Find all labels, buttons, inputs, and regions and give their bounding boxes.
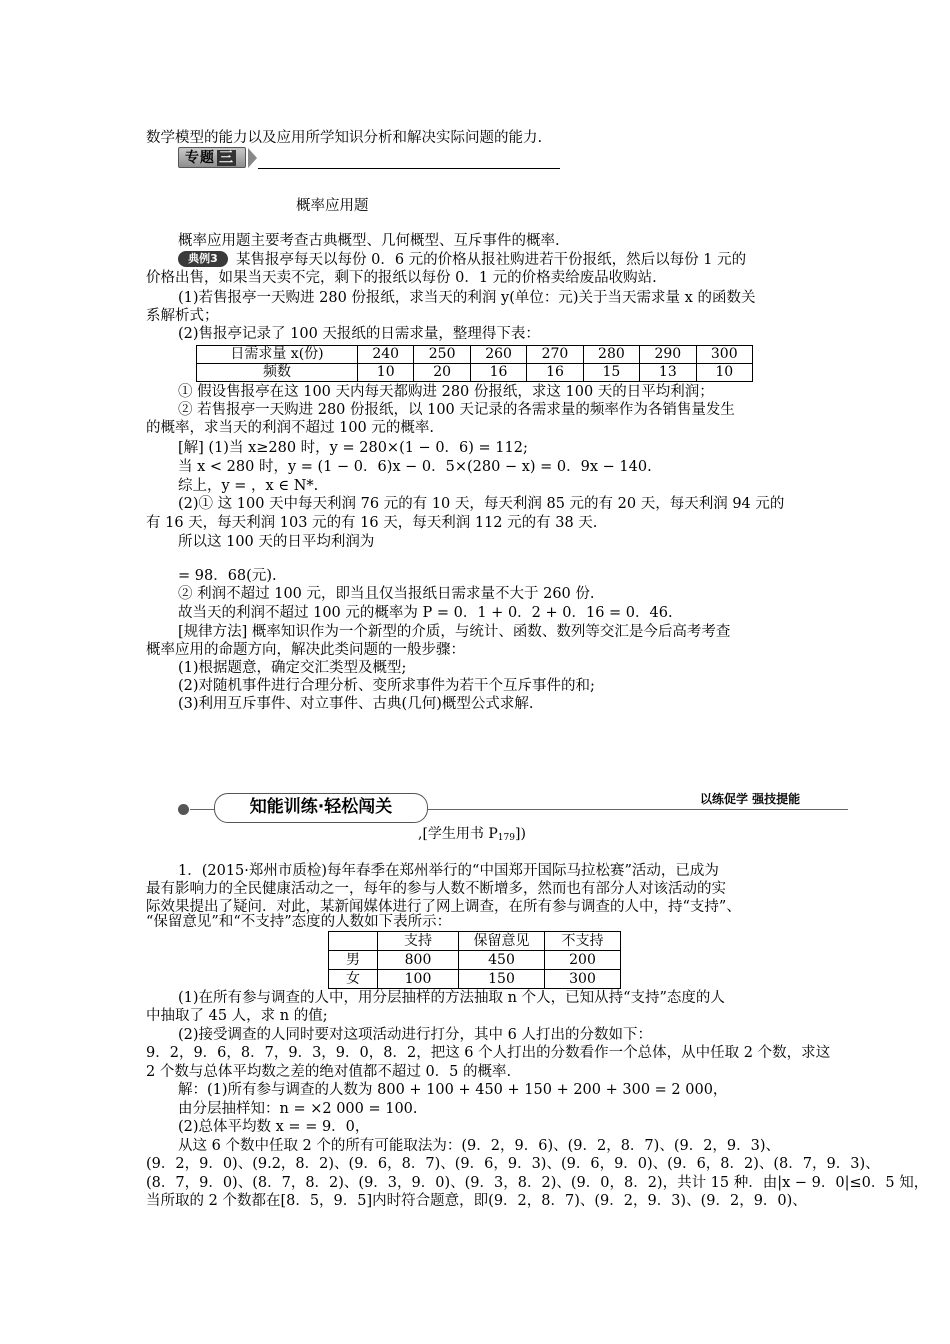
section-badge-num: 三 [219,150,234,166]
table-row [329,970,621,989]
table-row [329,951,621,970]
example-line: 某售报亭每天以每份 0．6 元的价格从报社购进若干份报纸，然后以每份 1 元的 [236,252,747,268]
example-badge: 典例3 [178,251,228,267]
question-line: ① 假设售报亭在这 100 天内每天都购进 280 份报纸，求这 100 天的日平均利润； [178,384,714,400]
method-line: [规律方法] 概率知识作为一个新型的介质，与统计、函数、数列等交汇是今后高考考查 [178,624,731,640]
table-cell: 日需求量 x(份) [197,346,358,364]
table-cell: 10 [696,364,752,382]
section-rule [258,168,560,169]
table-cell: 300 [545,970,621,989]
exercise-line: 际效果提出了疑问．对此，某新闻媒体进行了网上调查，在所有参与调查的人中，持“支持”、 [146,899,741,915]
table-cell: 150 [459,970,545,989]
book-ref-suffix: ]) [514,826,526,842]
exercise-line: (8．7，9．0)、(8．7，8．2)、(9．3，9．0)、(9．3，8．2)、(9．0，8．2)，共计 15 种．由|x − 9．0|≤0．5 知， [146,1175,929,1191]
table-cell: 10 [358,364,414,382]
exercise-line: (9．2，9．0)、(9.2，8．2)、(9．6，8．7)、(9．6，9．3)、(9．6，9．0)、(9．6，8．2)、(8．7，9．3)、 [146,1156,880,1172]
intro-text: 概率应用题主要考查古典概型、几何概型、互斥事件的概率. [178,233,560,249]
exercise-line: “保留意见”和“不支持”态度的人数如下表所示： [146,914,452,930]
banner-rule-right [428,809,848,810]
book-ref-prefix: ,[学生用书 P [418,826,498,842]
table-cell: 290 [640,346,696,364]
banner-title: 知能训练·轻松闯关 [214,793,428,823]
table-cell: 20 [414,364,470,382]
exercise-line: 解：(1)所有参与调查的人数为 800 + 100 + 450 + 150 + 200 + 300 = 2 000， [178,1082,728,1098]
table-row [329,932,621,951]
solution-line: 故当天的利润不超过 100 元的概率为 P = 0．1 + 0．2 + 0．16 = 0．46. [178,605,673,621]
exercise-line: 从这 6 个数中任取 2 个的所有可能取法为：(9．2，9．6)、(9．2，8．7)、(9．2，9．3)、 [178,1138,781,1154]
question-line: ② 若售报亭一天购进 280 份报纸，以 100 天记录的各需求量的频率作为各销售量发生 [178,402,735,418]
table-cell: 300 [696,346,752,364]
exercise-line: 当所取的 2 个数都在[8．5，9．5]内时符合题意，即(9．2，8．7)、(9．2，9．3)、(9．2，9．0)、 [146,1193,807,1209]
table-cell: 16 [527,364,583,382]
table-cell: 频数 [197,364,358,382]
chevron-right-icon [248,148,257,168]
table-cell: 15 [583,364,639,382]
solution-line: [解] (1)当 x≥280 时，y = 280×(1 − 0．6) = 112; [178,440,528,456]
example-line: (2)售报亭记录了 100 天报纸的日需求量，整理得下表： [178,326,540,342]
solution-line: = 98．68(元). [178,568,277,584]
table-cell: 240 [358,346,414,364]
table-cell: 不支持 [545,932,621,951]
exercise-line: (2)接受调查的人同时要对这项活动进行打分，其中 6 人打出的分数如下： [178,1027,652,1043]
book-ref-page: 179 [497,833,515,843]
table-cell: 13 [640,364,696,382]
example-line: 系解析式； [146,308,219,324]
exercise-line: 由分层抽样知：n = ×2 000 = 100. [178,1101,418,1117]
table-cell: 保留意见 [459,932,545,951]
table-cell [329,932,378,951]
book-reference [418,826,526,847]
example-line: (1)若售报亭一天购进 280 份报纸，求当天的利润 y(单位：元)关于当天需求量 x 的函数关 [178,290,756,306]
method-line: (2)对随机事件进行合理分析、变所求事件为若干个互斥事件的和; [178,678,595,694]
section-badge [178,147,246,168]
method-line: 概率应用的命题方向，解决此类问题的一般步骤： [146,642,465,658]
banner-right-text: 以练促学 强技提能 [700,792,801,806]
table-cell: 100 [378,970,459,989]
exercise-line: 2 个数与总体平均数之差的绝对值都不超过 0．5 的概率. [146,1064,512,1080]
table-cell: 260 [470,346,526,364]
exercise-line: 中抽取了 45 人，求 n 的值; [146,1008,328,1024]
table-cell: 250 [414,346,470,364]
table-cell: 女 [329,970,378,989]
demand-table [196,345,753,382]
table-row [197,346,753,364]
exercise-line: 9．2，9．6，8．7，9．3，9．0，8．2，把这 6 个人打出的分数看作一个总体，从中任取 2 个数，求这 [146,1045,831,1061]
bullet-dot-icon [178,804,189,815]
solution-line: 所以这 100 天的日平均利润为 [178,534,375,550]
exercise-line: (1)在所有参与调查的人中，用分层抽样的方法抽取 n 个人，已知从持“支持”态度的人 [178,990,725,1006]
solution-line: 有 16 天，每天利润 103 元的有 16 天，每天利润 112 元的有 38 天. [146,515,598,531]
table-row [197,364,753,382]
banner-rule-left [190,809,214,810]
method-line: (3)利用互斥事件、对立事件、古典(几何)概型公式求解. [178,696,534,712]
section-badge-label: 专题 [185,150,215,166]
solution-line: (2)① 这 100 天中每天利润 76 元的有 10 天，每天利润 85 元的有 20 天，每天利润 94 元的 [178,496,785,512]
table-cell: 200 [545,951,621,970]
question-line: 的概率，求当天的利润不超过 100 元的概率. [146,420,435,436]
table-cell: 男 [329,951,378,970]
solution-line: ② 利润不超过 100 元，即当且仅当报纸日需求量不大于 260 份. [178,586,595,602]
solution-line: 当 x < 280 时，y = (1 − 0．6)x − 0．5×(280 − x) = 0．9x − 140. [178,459,652,475]
section-title: 概率应用题 [296,198,369,214]
method-line: (1)根据题意，确定交汇类型及概型; [178,660,407,676]
solution-line: 综上，y = ，x ∈ N*. [178,478,319,494]
exercise-line: 最有影响力的全民健康活动之一，每年的参与人数不断增多，然而也有部分人对该活动的实 [146,881,726,897]
example-line: 价格出售，如果当天卖不完，剩下的报纸以每份 0．1 元的价格卖给废品收购站. [146,270,657,286]
exercise-line: 1．(2015·郑州市质检)每年春季在郑州举行的“中国郑开国际马拉松赛”活动，已成为 [178,863,719,879]
top-line: 数学模型的能力以及应用所学知识分析和解决实际问题的能力. [146,130,543,146]
table-cell: 280 [583,346,639,364]
survey-table [328,931,621,989]
table-cell: 450 [459,951,545,970]
table-cell: 支持 [378,932,459,951]
table-cell: 800 [378,951,459,970]
table-cell: 16 [470,364,526,382]
exercise-line: (2)总体平均数 x = = 9．0， [178,1119,370,1135]
table-cell: 270 [527,346,583,364]
